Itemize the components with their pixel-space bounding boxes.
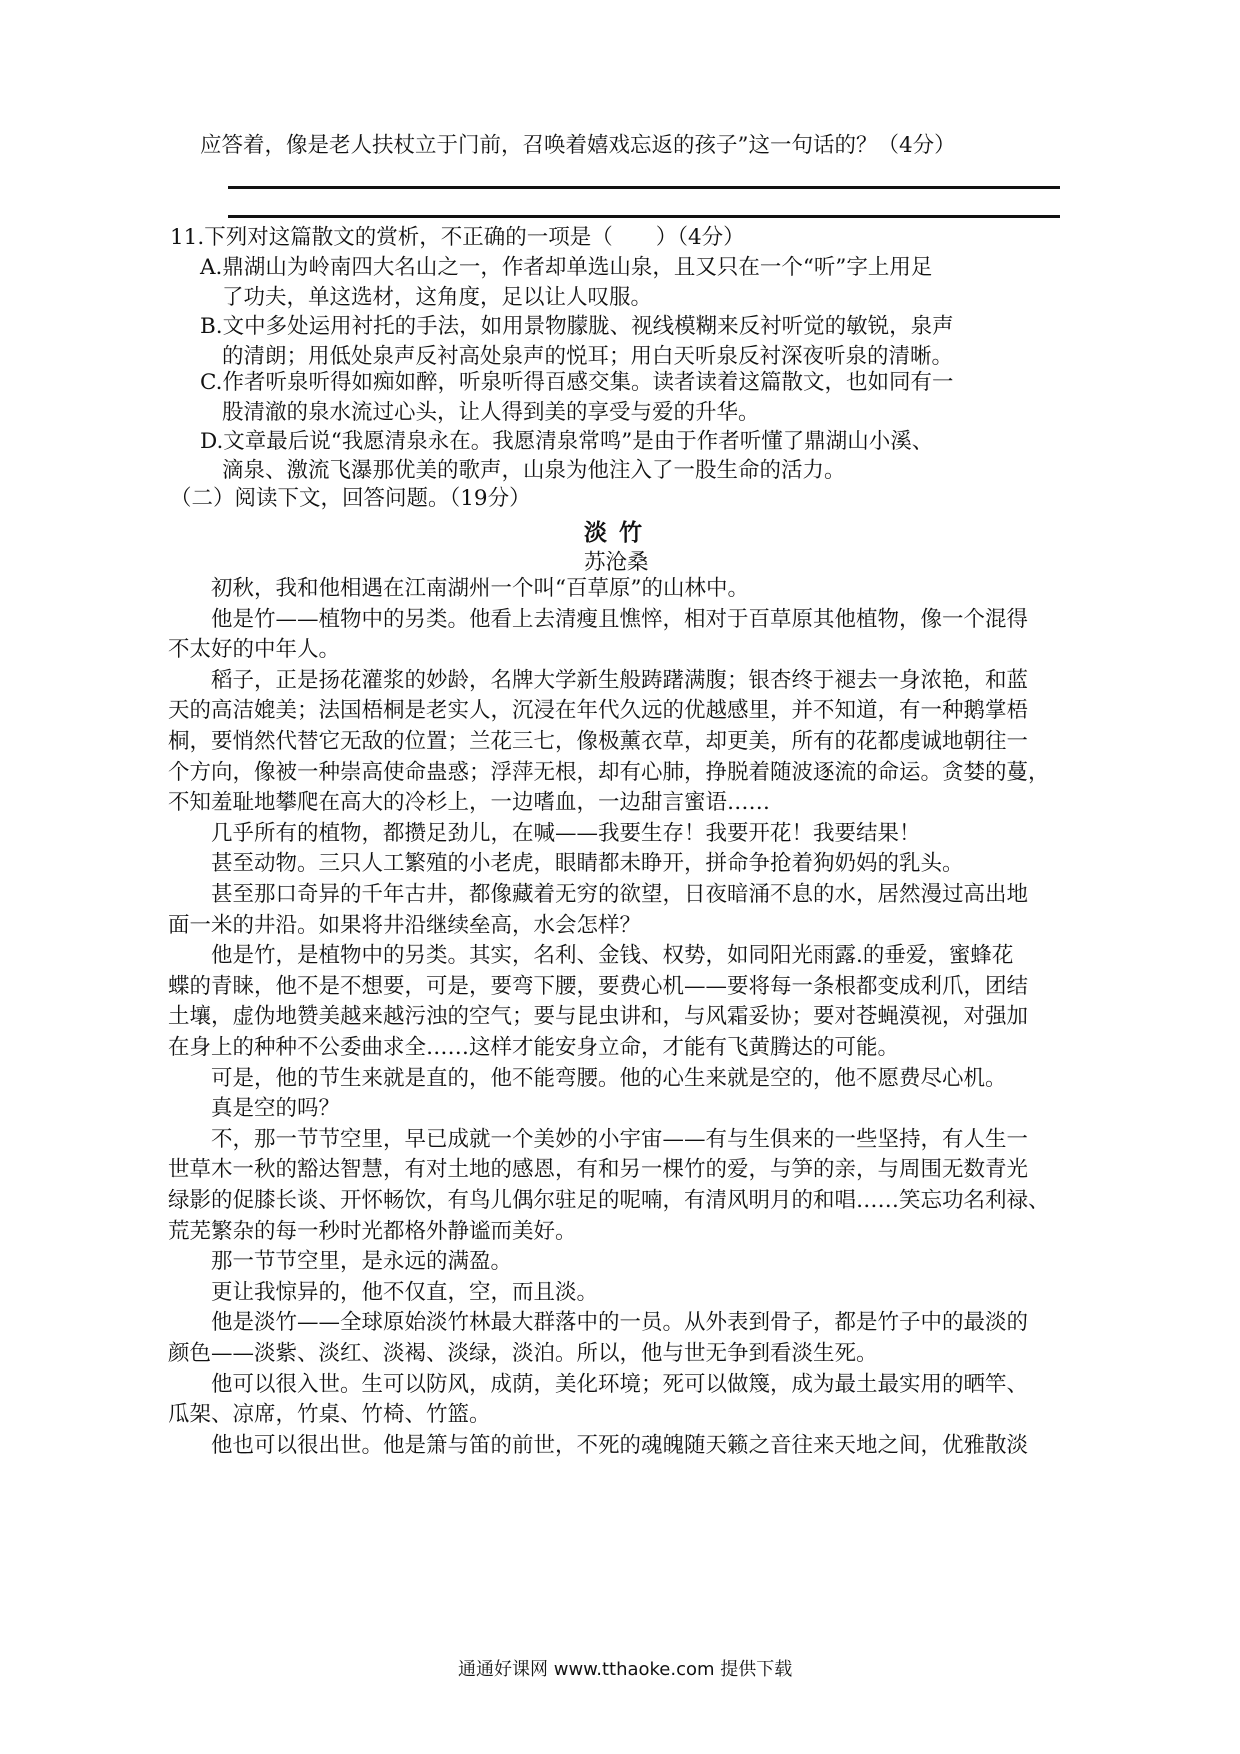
essay-line: 更让我惊异的，他不仅直，空，而且淡。 bbox=[168, 1279, 599, 1305]
essay-line: 瓜架、凉席，竹桌、竹椅、竹篮。 bbox=[168, 1402, 491, 1428]
question11-stem: 11.下列对这篇散文的赏析，不正确的一项是（ ）（4分） bbox=[170, 225, 745, 250]
essay-line: 他是竹，是植物中的另类。其实，名利、金钱、权势，如同阳光雨露.的垂爱，蜜蜂花 bbox=[168, 943, 1014, 969]
essay-line: 他也可以很出世。他是箫与笛的前世，不死的魂魄随天籁之音往来天地之间，优雅散淡 bbox=[168, 1432, 1029, 1458]
essay-line: 不太好的中年人。 bbox=[168, 637, 341, 663]
essay-line: 荒芜繁杂的每一秒时光都格外静谧而美好。 bbox=[168, 1218, 577, 1244]
question10-tail: 应答着，像是老人扶杖立于门前，召唤着嬉戏忘返的孩子”这一句话的？（4分） bbox=[200, 133, 956, 158]
essay-line: 真是空的吗？ bbox=[168, 1096, 341, 1122]
answer-line bbox=[228, 215, 1060, 218]
essay-line: 那一节节空里，是永远的满盈。 bbox=[168, 1249, 513, 1275]
essay-line: 甚至动物。三只人工繁殖的小老虎，眼睛都未睁开，拼命争抢着狗奶妈的乳头。 bbox=[168, 851, 964, 877]
essay-line: 可是，他的节生来就是直的，他不能弯腰。他的心生来就是空的，他不愿费尽心机。 bbox=[168, 1065, 1007, 1091]
essay-line: 甚至那口奇异的千年古井，都像藏着无穷的欲望，日夜暗涌不息的水，居然漫过高出地 bbox=[168, 882, 1029, 907]
essay-line: 他是淡竹——全球原始淡竹林最大群落中的一员。从外表到骨子，都是竹子中的最淡的 bbox=[168, 1310, 1029, 1336]
essay-line: 世草木一秋的豁达智慧，有对土地的感恩，有和另一棵竹的爱，与笋的亲，与周围无数青光 bbox=[168, 1157, 1029, 1183]
essay-line: 土壤，虚伪地赞美越来越污浊的空气；要与昆虫讲和，与风霜妥协；要对苍蝇漠视，对强加 bbox=[168, 1004, 1029, 1030]
option-c-line2: 股清澈的泉水流过心头，让人得到美的享受与爱的升华。 bbox=[222, 400, 760, 425]
essay-line: 不，那一节节空里，早已成就一个美妙的小宇宙——有与生俱来的一些坚持，有人生一 bbox=[168, 1126, 1029, 1152]
essay-line: 稻子，正是扬花灌浆的妙龄，名牌大学新生般踌躇满腹；银杏终于褪去一身浓艳，和蓝 bbox=[168, 667, 1029, 693]
option-a-line2: 了功夫，单这选材，这角度，足以让人叹服。 bbox=[222, 285, 653, 310]
option-d-line1: D.文章最后说“我愿清泉永在。我愿清泉常鸣”是由于作者听懂了鼎湖山小溪、 bbox=[200, 429, 934, 454]
essay-line: 天的高洁媲美；法国梧桐是老实人，沉浸在年代久远的优越感里，并不知道，有一种鹅掌梧 bbox=[168, 698, 1029, 724]
essay-line: 他是竹——植物中的另类。他看上去清瘦且憔悴，相对于百草原其他植物，像一个混得 bbox=[168, 606, 1029, 632]
page-footer: 通通好课网 www.tthaoke.com 提供下载 bbox=[458, 1659, 793, 1680]
essay-line: 个方向，像被一种崇高使命蛊惑；浮萍无根，却有心肺，挣脱着随波逐流的命运。贪婪的蔓， bbox=[168, 759, 1050, 785]
essay-line: 不知羞耻地攀爬在高大的冷杉上，一边嗜血，一边甜言蜜语…… bbox=[168, 790, 771, 816]
option-a-line1: A.鼎湖山为岭南四大名山之一，作者却单选山泉，且又只在一个“听”字上用足 bbox=[200, 255, 933, 280]
essay-line: 颜色——淡紫、淡红、淡褐、淡绿，淡泊。所以，他与世无争到看淡生死。 bbox=[168, 1341, 878, 1366]
essay-author: 苏沧桑 bbox=[584, 550, 649, 575]
essay-line: 桐，要悄然代替它无敌的位置；兰花三七，像极薰衣草，却更美，所有的花都虔诚地朝往一 bbox=[168, 729, 1029, 754]
option-d-line2: 滴泉、激流飞瀑那优美的歌声，山泉为他注入了一股生命的活力。 bbox=[222, 458, 846, 483]
essay-line: 他可以很入世。生可以防风，成荫，美化环境；死可以做篾，成为最土最实用的晒竿、 bbox=[168, 1371, 1029, 1397]
essay-line: 几乎所有的植物，都攒足劲儿，在喊——我要生存！我要开花！我要结果！ bbox=[168, 820, 921, 846]
essay-line: 在身上的种种不公委曲求全……这样才能安身立命，才能有飞黄腾达的可能。 bbox=[168, 1035, 900, 1060]
section2-heading: （二）阅读下文，回答问题。（19分） bbox=[170, 486, 531, 511]
essay-line: 蝶的青睐，他不是不想要，可是，要弯下腰，要费心机——要将每一条根都变成利爪，团结 bbox=[168, 973, 1029, 999]
essay-title: 淡竹 bbox=[584, 519, 654, 546]
option-c-line1: C.作者听泉听得如痴如醉，听泉听得百感交集。读者读着这篇散文，也如同有一 bbox=[200, 370, 954, 395]
answer-line bbox=[228, 186, 1060, 189]
essay-line: 面一米的井沿。如果将井沿继续垒高，水会怎样？ bbox=[168, 912, 642, 938]
option-b-line1: B.文中多处运用衬托的手法，如用景物朦胧、视线模糊来反衬听觉的敏锐，泉声 bbox=[200, 314, 954, 339]
essay-line: 初秋，我和他相遇在江南湖州一个叫“百草原”的山林中。 bbox=[168, 576, 749, 601]
option-b-line2: 的清朗；用低处泉声反衬高处泉声的悦耳；用白天听泉反衬深夜听泉的清晰。 bbox=[222, 344, 954, 369]
essay-line: 绿影的促膝长谈、开怀畅饮，有鸟儿偶尔驻足的呢喃，有清风明月的和唱……笑忘功名利禄、 bbox=[168, 1188, 1050, 1213]
